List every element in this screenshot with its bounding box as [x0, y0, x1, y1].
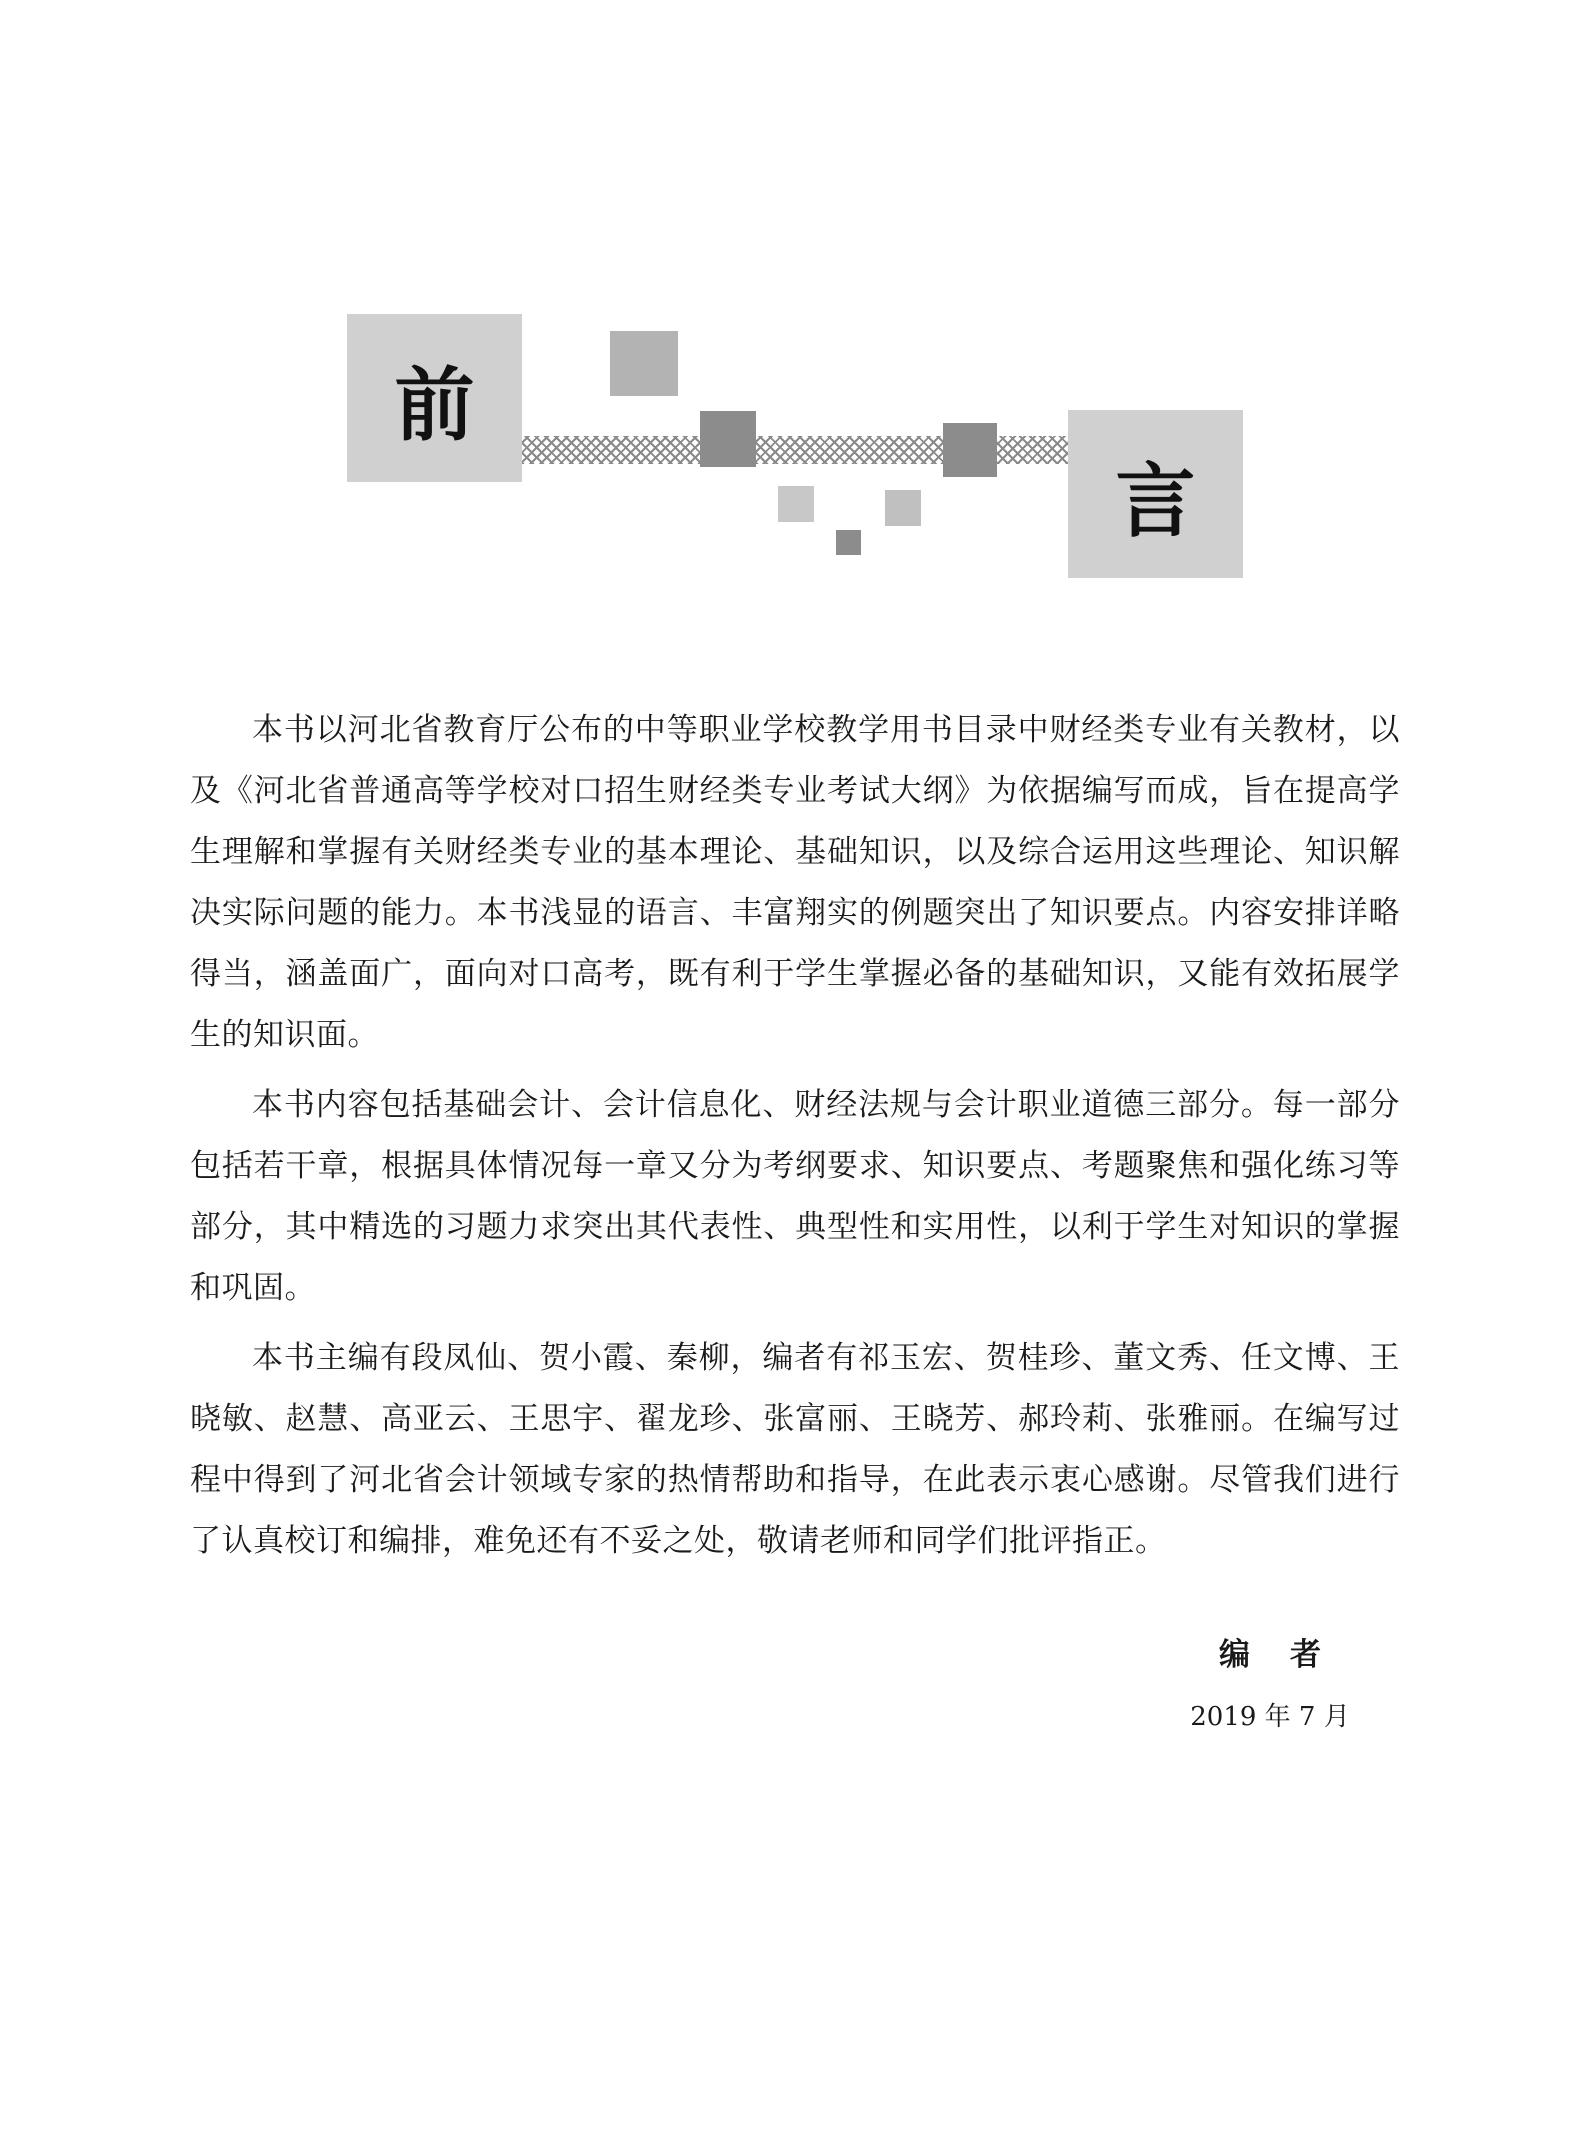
decorative-band-2: [756, 436, 943, 464]
decorative-square-1: [610, 331, 678, 396]
decorative-square-5: [885, 490, 921, 526]
decorative-square-4: [778, 486, 814, 522]
paragraph-2: 本书内容包括基础会计、会计信息化、财经法规与会计职业道德三部分。每一部分包括若干章，根据具体情况每一章又分为考纲要求、知识要点、考题聚焦和强化练习等部分，其中精选的习题力求突出其代表性、典型性和实用性，以利于学生对知识的掌握和巩固。: [190, 1087, 1400, 1306]
title-box-right: [1068, 410, 1243, 578]
preface-body: [190, 700, 1400, 1581]
decorative-square-6: [836, 530, 861, 555]
signature-date: 2019 年 7 月: [1190, 1702, 1350, 1732]
title-char-yan: 言: [1115, 454, 1196, 548]
decorative-band-3: [997, 436, 1068, 464]
decorative-square-3: [943, 423, 997, 477]
signature-name: 编者: [1219, 1637, 1361, 1673]
paragraph-3: 本书主编有段凤仙、贺小霞、秦柳，编者有祁玉宏、贺桂珍、董文秀、任文博、王晓敏、赵慧、高亚云、王思宇、翟龙珍、张富丽、王晓芳、郝玲莉、张雅丽。在编写过程中得到了河北省会计领域专家的热情帮助和指导，在此表示衷心感谢。尽管我们进行了认真校订和编排，难免还有不妥之处，敬请老师和同学们批评指正。: [190, 1340, 1400, 1559]
paragraph-1: 本书以河北省教育厅公布的中等职业学校教学用书目录中财经类专业有关教材，以及《河北省普通高等学校对口招生财经类专业考试大纲》为依据编写而成，旨在提高学生理解和掌握有关财经类专业的基本理论、基础知识，以及综合运用这些理论、知识解决实际问题的能力。本书浅显的语言、丰富翔实的例题突出了知识要点。内容安排详略得当，涵盖面广，面向对口高考，既有利于学生掌握必备的基础知识，又能有效拓展学生的知识面。: [190, 712, 1400, 1053]
decorative-square-2: [700, 411, 756, 467]
title-char-qian: 前: [394, 358, 475, 452]
decorative-band-1: [522, 436, 700, 464]
title-block: [0, 0, 1587, 600]
title-box-left: [347, 314, 522, 482]
signature-block: [1160, 1625, 1380, 1745]
